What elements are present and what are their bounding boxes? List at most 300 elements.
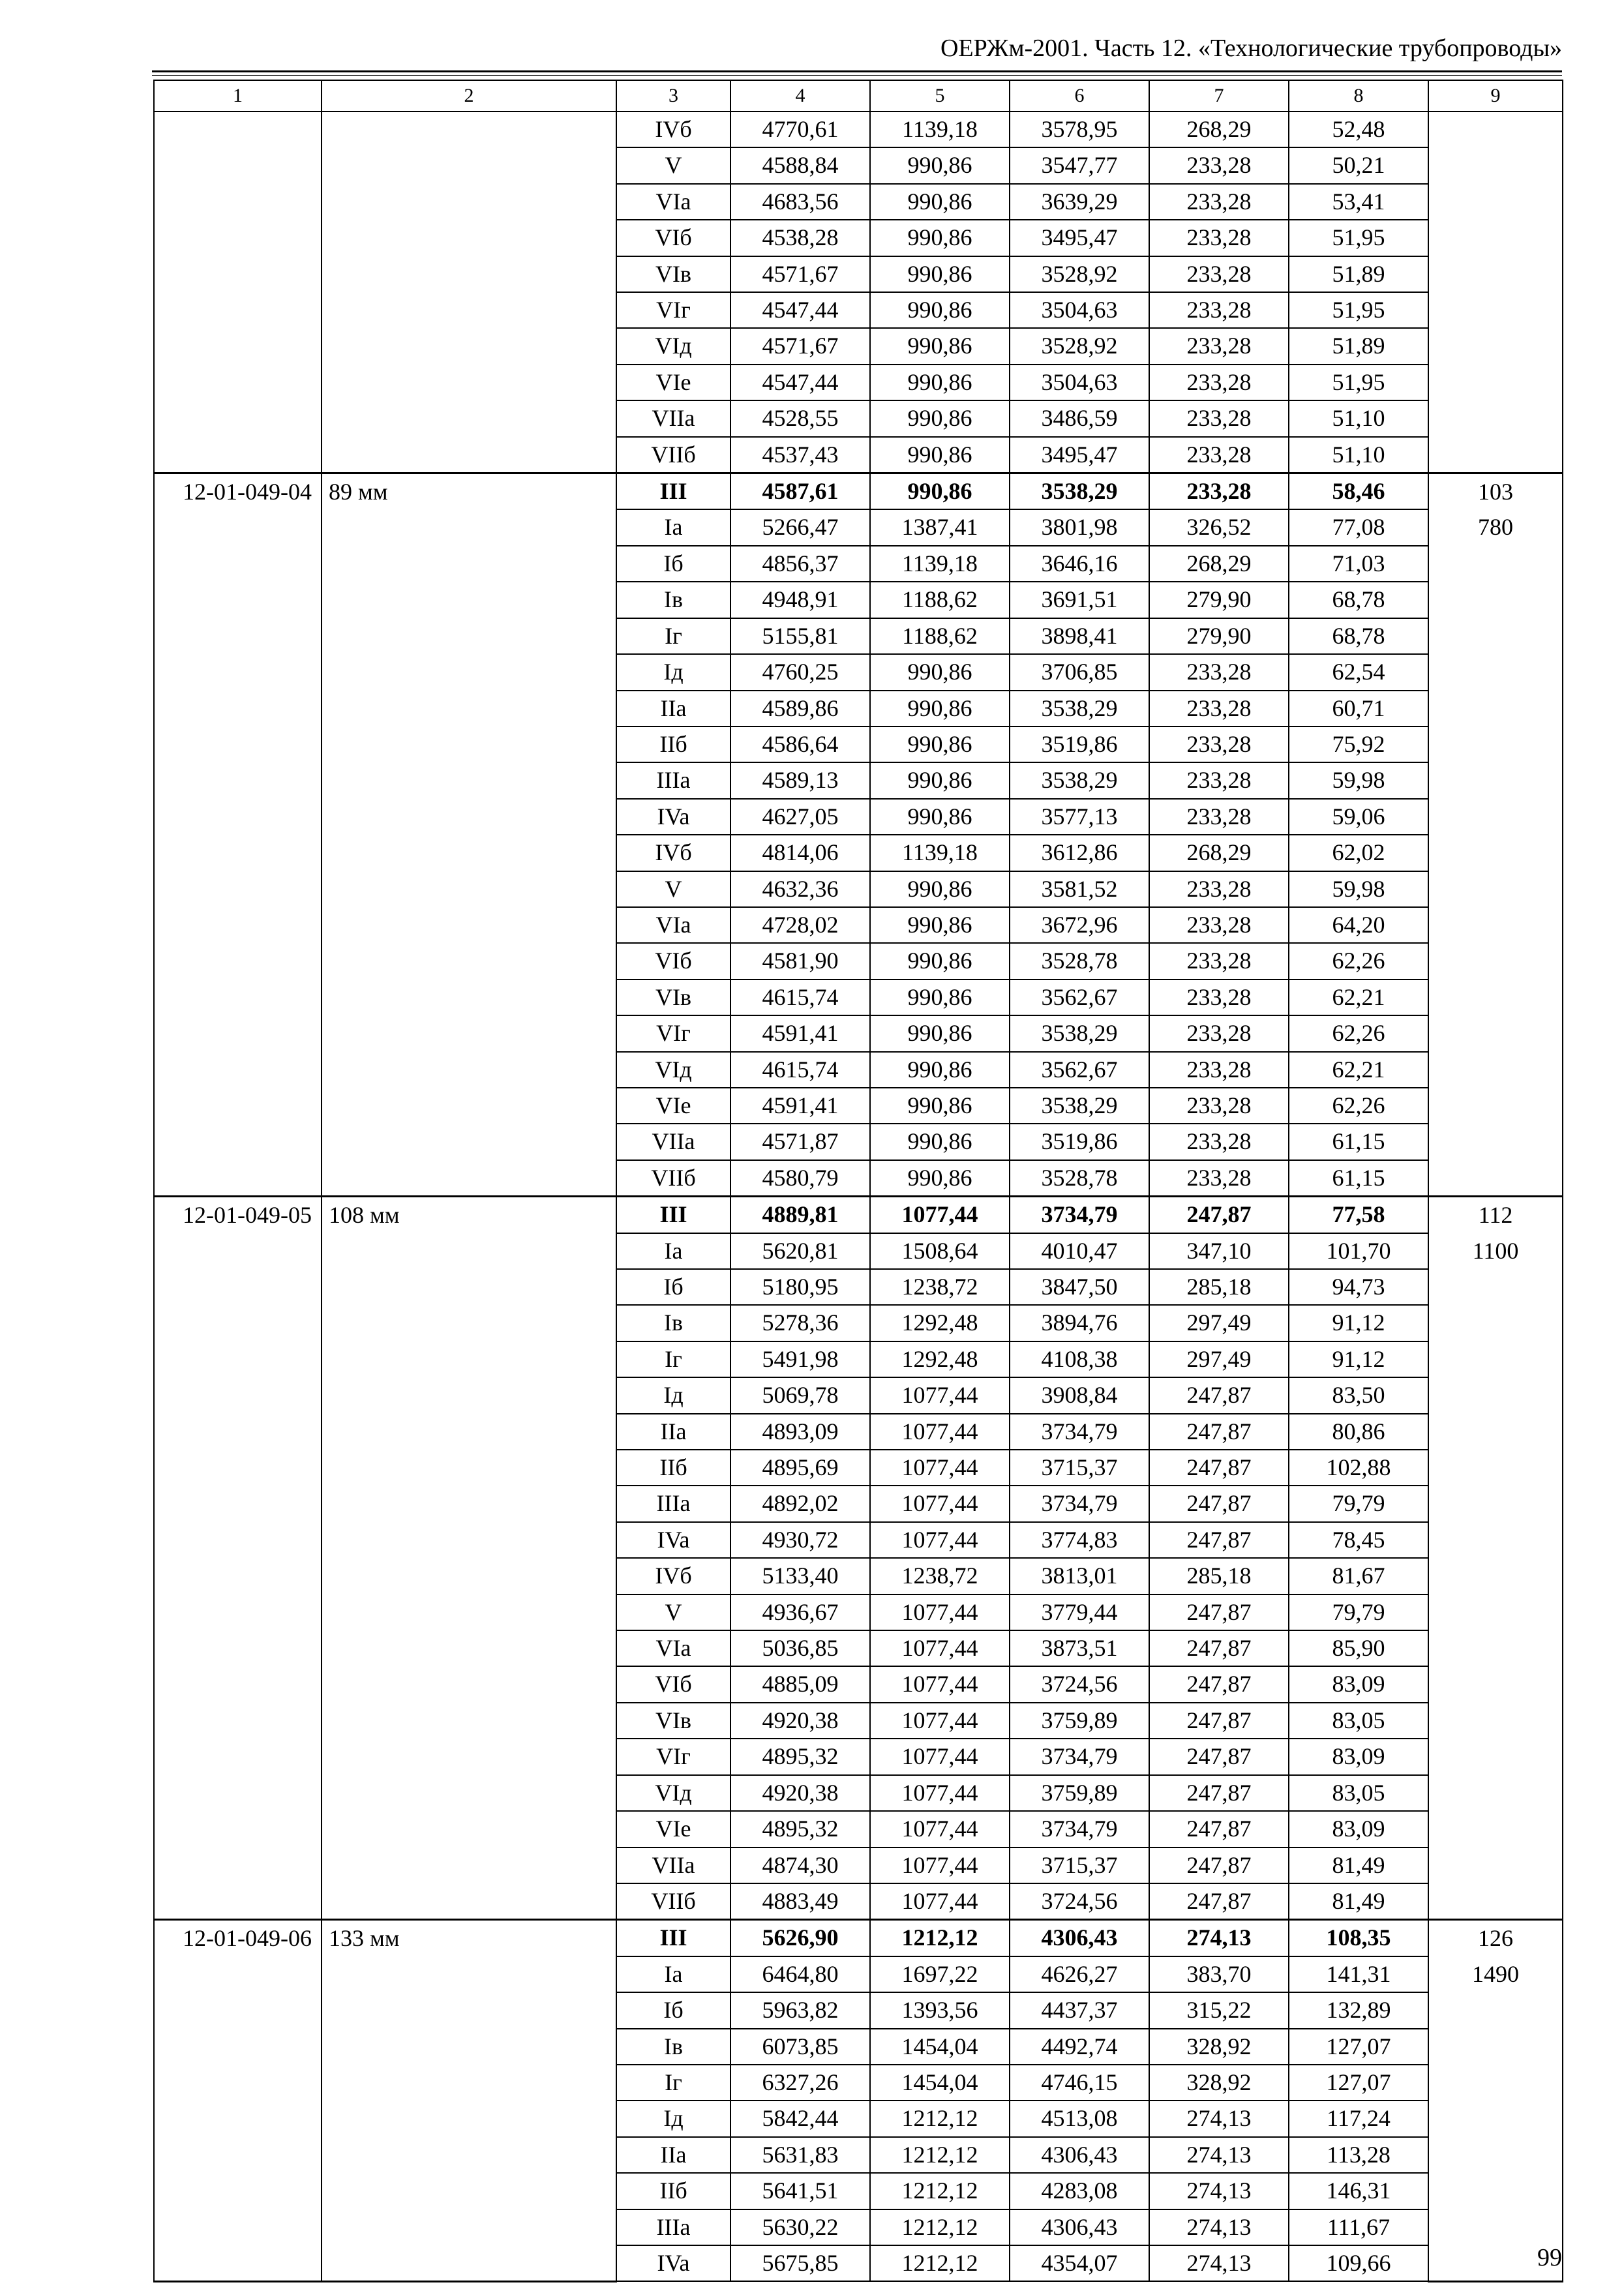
table-row: [154, 2065, 1563, 2101]
table-row: [154, 871, 1563, 907]
row-size: [322, 1233, 616, 1269]
cell-col7: 233,28: [1149, 726, 1289, 762]
cell-col9: [1428, 292, 1563, 328]
row-code: [154, 835, 322, 871]
cell-col4: 5491,98: [730, 1341, 870, 1377]
cell-col5: 1077,44: [870, 1377, 1010, 1413]
cell-col4: 4889,81: [730, 1197, 870, 1233]
row-size: [322, 1052, 616, 1088]
row-size: [322, 907, 616, 943]
cell-col8: 62,21: [1289, 980, 1428, 1015]
cell-col5: 1212,12: [870, 2245, 1010, 2281]
row-size: [322, 980, 616, 1015]
row-code: [154, 726, 322, 762]
cell-col5: 990,86: [870, 871, 1010, 907]
column-number: 9: [1428, 80, 1563, 112]
cell-col8: 61,15: [1289, 1160, 1428, 1197]
cell-col7: 233,28: [1149, 1124, 1289, 1159]
row-size: [322, 1739, 616, 1774]
row-zone: VIe: [616, 1088, 730, 1124]
row-size: [322, 943, 616, 979]
cell-col9: [1428, 112, 1563, 147]
cell-col6: 3779,44: [1010, 1594, 1149, 1630]
row-zone: VIIa: [616, 1124, 730, 1159]
cell-col5: 990,86: [870, 691, 1010, 726]
cell-col9: [1428, 2029, 1563, 2065]
cell-col8: 108,35: [1289, 1920, 1428, 1956]
cell-col4: 4588,84: [730, 147, 870, 183]
table-row: [154, 2101, 1563, 2136]
row-zone: Ia: [616, 1233, 730, 1269]
row-size: [322, 147, 616, 183]
row-size: [322, 328, 616, 364]
cell-col8: 80,86: [1289, 1414, 1428, 1450]
cell-col4: 5630,22: [730, 2209, 870, 2245]
cell-col4: 4856,37: [730, 546, 870, 582]
cell-col5: 1238,72: [870, 1269, 1010, 1305]
row-zone: VIIб: [616, 1883, 730, 1920]
cell-col6: 3715,37: [1010, 1848, 1149, 1883]
cell-col9: [1428, 1124, 1563, 1159]
row-code: [154, 1015, 322, 1051]
cell-col6: 3538,29: [1010, 1088, 1149, 1124]
row-code: [154, 1666, 322, 1702]
cell-col8: 51,89: [1289, 328, 1428, 364]
cell-col5: 990,86: [870, 1052, 1010, 1088]
cell-col7: 274,13: [1149, 1920, 1289, 1956]
table-row: [154, 1558, 1563, 1594]
row-code: [154, 1775, 322, 1811]
cell-col5: 1077,44: [870, 1414, 1010, 1450]
cell-col6: 3538,29: [1010, 473, 1149, 510]
row-zone: IVa: [616, 2245, 730, 2281]
cell-col9: [1428, 546, 1563, 582]
cell-col5: 990,86: [870, 980, 1010, 1015]
row-size: [322, 2065, 616, 2101]
cell-col6: 3547,77: [1010, 147, 1149, 183]
cell-col7: 233,28: [1149, 654, 1289, 690]
row-code: [154, 1269, 322, 1305]
cell-col8: 83,09: [1289, 1666, 1428, 1702]
table-row: [154, 184, 1563, 220]
cell-col7: 233,28: [1149, 980, 1289, 1015]
row-code: [154, 2209, 322, 2245]
cell-col8: 51,95: [1289, 220, 1428, 256]
cell-col8: 79,79: [1289, 1486, 1428, 1521]
row-code: [154, 184, 322, 220]
cell-col4: 5036,85: [730, 1630, 870, 1666]
cell-col4: 5842,44: [730, 2101, 870, 2136]
cell-col6: 4306,43: [1010, 1920, 1149, 1956]
cell-col6: 3691,51: [1010, 582, 1149, 618]
cell-col5: 1292,48: [870, 1305, 1010, 1341]
row-zone: VIб: [616, 1666, 730, 1702]
cell-col4: 5155,81: [730, 618, 870, 654]
cell-col9: [1428, 328, 1563, 364]
row-zone: IVa: [616, 1522, 730, 1558]
cell-col5: 1508,64: [870, 1233, 1010, 1269]
row-code: [154, 618, 322, 654]
row-code: [154, 871, 322, 907]
row-size: [322, 1341, 616, 1377]
cell-col9: [1428, 1883, 1563, 1920]
cell-col8: 62,26: [1289, 943, 1428, 979]
cell-col7: 274,13: [1149, 2209, 1289, 2245]
row-zone: VIд: [616, 1052, 730, 1088]
cell-col7: 274,13: [1149, 2173, 1289, 2209]
cell-col5: 990,86: [870, 726, 1010, 762]
cell-col4: 5180,95: [730, 1269, 870, 1305]
cell-col5: 1212,12: [870, 2101, 1010, 2136]
row-size: [322, 365, 616, 400]
table-row: [154, 2137, 1563, 2173]
cell-col9: [1428, 1377, 1563, 1413]
table-row: [154, 292, 1563, 328]
cell-col8: 81,49: [1289, 1848, 1428, 1883]
cell-col8: 60,71: [1289, 691, 1428, 726]
table-row: [154, 1197, 1563, 1233]
table-body: [154, 112, 1563, 2281]
cell-col4: 5631,83: [730, 2137, 870, 2173]
cell-col8: 83,05: [1289, 1775, 1428, 1811]
cell-col4: 4814,06: [730, 835, 870, 871]
cell-col7: 279,90: [1149, 582, 1289, 618]
row-zone: V: [616, 147, 730, 183]
cell-col8: 101,70: [1289, 1233, 1428, 1269]
cell-col7: 328,92: [1149, 2065, 1289, 2101]
table-row: [154, 618, 1563, 654]
cell-col8: 146,31: [1289, 2173, 1428, 2209]
cell-col5: 1188,62: [870, 582, 1010, 618]
cell-col6: 4626,27: [1010, 1956, 1149, 1992]
cell-col6: 3734,79: [1010, 1414, 1149, 1450]
cell-col9: [1428, 907, 1563, 943]
cell-col5: 1077,44: [870, 1739, 1010, 1774]
row-zone: IIa: [616, 691, 730, 726]
cell-col7: 268,29: [1149, 835, 1289, 871]
cell-col9: 103: [1428, 473, 1563, 510]
cell-col4: 4591,41: [730, 1015, 870, 1051]
cell-col7: 233,28: [1149, 437, 1289, 473]
cell-col6: 3538,29: [1010, 1015, 1149, 1051]
cell-col8: 62,02: [1289, 835, 1428, 871]
cell-col9: [1428, 147, 1563, 183]
cell-col9: [1428, 184, 1563, 220]
row-zone: IIIa: [616, 2209, 730, 2245]
row-size: [322, 546, 616, 582]
row-size: [322, 1124, 616, 1159]
cell-col7: 326,52: [1149, 509, 1289, 545]
row-code: [154, 1594, 322, 1630]
cell-col8: 132,89: [1289, 1992, 1428, 2028]
cell-col7: 247,87: [1149, 1594, 1289, 1630]
cell-col5: 1393,56: [870, 1992, 1010, 2028]
cell-col7: 315,22: [1149, 1992, 1289, 2028]
cell-col5: 990,86: [870, 147, 1010, 183]
row-size: [322, 1269, 616, 1305]
row-zone: Iв: [616, 2029, 730, 2065]
cell-col6: 4354,07: [1010, 2245, 1149, 2281]
cell-col5: 1454,04: [870, 2065, 1010, 2101]
cell-col4: 4948,91: [730, 582, 870, 618]
table-row: [154, 1341, 1563, 1377]
cell-col8: 79,79: [1289, 1594, 1428, 1630]
cell-col9: [1428, 835, 1563, 871]
cell-col9: [1428, 943, 1563, 979]
cell-col5: 990,86: [870, 1015, 1010, 1051]
row-size: [322, 2209, 616, 2245]
header-rule-thick: [152, 70, 1562, 72]
cell-col9: [1428, 799, 1563, 835]
cell-col4: 4586,64: [730, 726, 870, 762]
cell-col9: [1428, 2137, 1563, 2173]
row-size: [322, 726, 616, 762]
row-size: [322, 1594, 616, 1630]
cell-col4: 4571,87: [730, 1124, 870, 1159]
row-zone: IVб: [616, 1558, 730, 1594]
cell-col8: 111,67: [1289, 2209, 1428, 2245]
cell-col5: 1212,12: [870, 2209, 1010, 2245]
row-size: [322, 400, 616, 436]
row-size: 133 мм: [322, 1920, 616, 1956]
row-size: [322, 799, 616, 835]
cell-col4: 4883,49: [730, 1883, 870, 1920]
cell-col8: 109,66: [1289, 2245, 1428, 2281]
row-zone: Ia: [616, 1956, 730, 1992]
cell-col8: 71,03: [1289, 546, 1428, 582]
row-zone: VIa: [616, 907, 730, 943]
cell-col6: 3873,51: [1010, 1630, 1149, 1666]
cell-col8: 83,05: [1289, 1703, 1428, 1739]
cell-col5: 990,86: [870, 654, 1010, 690]
cell-col6: 3495,47: [1010, 437, 1149, 473]
cell-col4: 4581,90: [730, 943, 870, 979]
table-row: [154, 980, 1563, 1015]
row-zone: IIб: [616, 726, 730, 762]
cell-col6: 3847,50: [1010, 1269, 1149, 1305]
cell-col9: [1428, 1630, 1563, 1666]
cell-col9: [1428, 654, 1563, 690]
row-size: [322, 509, 616, 545]
table-row: [154, 691, 1563, 726]
row-zone: VIг: [616, 1739, 730, 1774]
row-size: 108 мм: [322, 1197, 616, 1233]
cell-col7: 233,28: [1149, 799, 1289, 835]
cell-col5: 990,86: [870, 1124, 1010, 1159]
cell-col8: 68,78: [1289, 582, 1428, 618]
table-row: [154, 1594, 1563, 1630]
cell-col9: [1428, 1341, 1563, 1377]
cell-col5: 1454,04: [870, 2029, 1010, 2065]
row-zone: Iв: [616, 582, 730, 618]
cell-col6: 3519,86: [1010, 726, 1149, 762]
cell-col4: 4895,32: [730, 1811, 870, 1847]
cell-col9: [1428, 1305, 1563, 1341]
cell-col4: 4571,67: [730, 256, 870, 292]
row-code: [154, 1414, 322, 1450]
row-code: [154, 328, 322, 364]
row-code: [154, 1630, 322, 1666]
table-row: [154, 835, 1563, 871]
cell-col4: 4893,09: [730, 1414, 870, 1450]
cell-col4: 4728,02: [730, 907, 870, 943]
cell-col6: 4108,38: [1010, 1341, 1149, 1377]
cell-col9: [1428, 1015, 1563, 1051]
cell-col9: 1490: [1428, 1956, 1563, 1992]
row-size: 89 мм: [322, 473, 616, 510]
cell-col8: 91,12: [1289, 1341, 1428, 1377]
row-code: 12-01-049-05: [154, 1197, 322, 1233]
cell-col7: 233,28: [1149, 1160, 1289, 1197]
cell-col5: 1697,22: [870, 1956, 1010, 1992]
cell-col5: 990,86: [870, 184, 1010, 220]
cell-col6: 3486,59: [1010, 400, 1149, 436]
row-zone: VIв: [616, 1703, 730, 1739]
cell-col9: [1428, 582, 1563, 618]
cell-col7: 233,28: [1149, 365, 1289, 400]
cell-col5: 990,86: [870, 292, 1010, 328]
cell-col5: 1077,44: [870, 1522, 1010, 1558]
cell-col9: [1428, 1486, 1563, 1521]
cell-col6: 4492,74: [1010, 2029, 1149, 2065]
cell-col9: [1428, 400, 1563, 436]
row-zone: Iг: [616, 618, 730, 654]
table-row: [154, 1920, 1563, 1956]
cell-col6: 3504,63: [1010, 365, 1149, 400]
row-size: [322, 112, 616, 147]
cell-col7: 247,87: [1149, 1377, 1289, 1413]
cell-col7: 233,28: [1149, 762, 1289, 798]
cell-col6: 3734,79: [1010, 1197, 1149, 1233]
row-zone: III: [616, 1197, 730, 1233]
row-size: [322, 2173, 616, 2209]
cell-col8: 78,45: [1289, 1522, 1428, 1558]
row-size: [322, 1486, 616, 1521]
cell-col7: 233,28: [1149, 147, 1289, 183]
cell-col9: [1428, 1522, 1563, 1558]
row-code: [154, 762, 322, 798]
row-zone: IIб: [616, 2173, 730, 2209]
cell-col7: 233,28: [1149, 256, 1289, 292]
cell-col7: 274,13: [1149, 2137, 1289, 2173]
cell-col6: 3538,29: [1010, 762, 1149, 798]
table-row: [154, 473, 1563, 510]
cell-col8: 51,10: [1289, 400, 1428, 436]
cell-col6: 3734,79: [1010, 1739, 1149, 1774]
cell-col7: 347,10: [1149, 1233, 1289, 1269]
cell-col5: 1292,48: [870, 1341, 1010, 1377]
row-size: [322, 2029, 616, 2065]
table-row: [154, 328, 1563, 364]
row-zone: III: [616, 1920, 730, 1956]
row-zone: IIб: [616, 1450, 730, 1486]
cell-col5: 1188,62: [870, 618, 1010, 654]
cell-col5: 1387,41: [870, 509, 1010, 545]
cell-col8: 91,12: [1289, 1305, 1428, 1341]
row-size: [322, 871, 616, 907]
cell-col7: 297,49: [1149, 1341, 1289, 1377]
row-zone: Iг: [616, 2065, 730, 2101]
cell-col4: 5266,47: [730, 509, 870, 545]
cell-col5: 1077,44: [870, 1450, 1010, 1486]
running-header: ОЕРЖм-2001. Часть 12. «Технологические трубопроводы»: [940, 35, 1562, 62]
table-row: [154, 2173, 1563, 2209]
cell-col8: 81,67: [1289, 1558, 1428, 1594]
row-zone: VIг: [616, 1015, 730, 1051]
cell-col7: 274,13: [1149, 2245, 1289, 2281]
cell-col8: 83,09: [1289, 1811, 1428, 1847]
cell-col8: 77,58: [1289, 1197, 1428, 1233]
cell-col6: 3577,13: [1010, 799, 1149, 835]
cell-col9: [1428, 437, 1563, 473]
row-code: [154, 1377, 322, 1413]
cell-col8: 85,90: [1289, 1630, 1428, 1666]
row-code: [154, 509, 322, 545]
table-row: [154, 256, 1563, 292]
row-size: [322, 437, 616, 473]
cell-col8: 62,54: [1289, 654, 1428, 690]
row-size: [322, 1450, 616, 1486]
cell-col5: 990,86: [870, 400, 1010, 436]
table-row: [154, 2209, 1563, 2245]
column-number: 7: [1149, 80, 1289, 112]
row-zone: IVб: [616, 835, 730, 871]
row-size: [322, 2137, 616, 2173]
cell-col4: 5278,36: [730, 1305, 870, 1341]
row-zone: IVa: [616, 799, 730, 835]
row-code: [154, 220, 322, 256]
cell-col6: 4010,47: [1010, 1233, 1149, 1269]
cell-col9: [1428, 726, 1563, 762]
cell-col6: 4306,43: [1010, 2137, 1149, 2173]
cell-col4: 4587,61: [730, 473, 870, 510]
cell-col4: 5133,40: [730, 1558, 870, 1594]
row-size: [322, 1414, 616, 1450]
cell-col9: [1428, 220, 1563, 256]
cell-col6: 4437,37: [1010, 1992, 1149, 2028]
row-code: [154, 2245, 322, 2281]
cell-col7: 285,18: [1149, 1269, 1289, 1305]
cell-col7: 247,87: [1149, 1703, 1289, 1739]
table-row: [154, 1522, 1563, 1558]
row-size: [322, 1811, 616, 1847]
cell-col9: 1100: [1428, 1233, 1563, 1269]
cell-col6: 3639,29: [1010, 184, 1149, 220]
cell-col5: 1212,12: [870, 2173, 1010, 2209]
row-code: [154, 1233, 322, 1269]
row-size: [322, 184, 616, 220]
row-code: [154, 1739, 322, 1774]
cell-col5: 1139,18: [870, 835, 1010, 871]
cell-col6: 3734,79: [1010, 1811, 1149, 1847]
row-code: [154, 1341, 322, 1377]
cell-col9: [1428, 1703, 1563, 1739]
cell-col4: 4627,05: [730, 799, 870, 835]
cell-col8: 50,21: [1289, 147, 1428, 183]
row-size: [322, 1883, 616, 1920]
table-row: [154, 1015, 1563, 1051]
cell-col8: 77,08: [1289, 509, 1428, 545]
cell-col5: 990,86: [870, 256, 1010, 292]
table-row: [154, 1377, 1563, 1413]
cell-col4: 4537,43: [730, 437, 870, 473]
cell-col6: 3562,67: [1010, 1052, 1149, 1088]
row-code: [154, 980, 322, 1015]
cell-col7: 233,28: [1149, 691, 1289, 726]
table-row: [154, 1160, 1563, 1197]
cell-col4: 4760,25: [730, 654, 870, 690]
rates-table: [153, 80, 1563, 2282]
